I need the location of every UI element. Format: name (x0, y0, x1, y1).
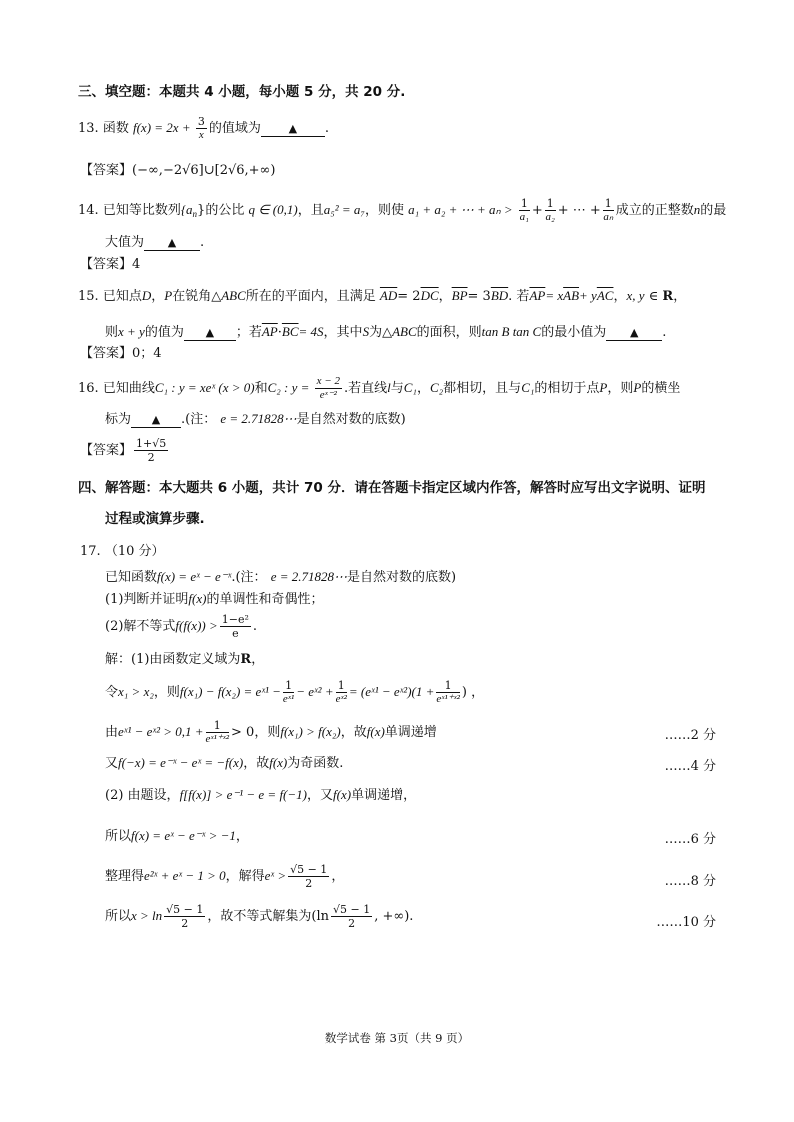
q13-answer (80, 163, 275, 179)
q16-curve-1: C₁ : y = xeˣ (x > 0) (154, 380, 255, 395)
q15-answer-blank-1: ▲ (184, 326, 236, 341)
q14-sum: a₁ + a₂ + ⋯ + aₙ > (408, 202, 513, 217)
section-4-heading: 四、解答题：本大题共 6 小题，共计 70 分．请在答题卡指定区域内作答，解答时应写出文字说明、证明 (78, 480, 706, 496)
q16-line-2: 标为 ▲ .(注： e = 2.71828⋯是自然对数的底数) (105, 411, 406, 427)
q13-answer-blank: ▲ (261, 122, 325, 137)
q17-score-6: ……6 分 (664, 832, 716, 847)
q13-text-b: 的值域为 (208, 121, 261, 136)
q17-solution-line-3: 由eˣ¹ − eˣ² > 0,1 + $\frac{1}{\text{eˣ¹⁺ˣ²}}$ > 0，则f(x₁) > f(x₂)，故f(x)单调递增 (105, 719, 437, 745)
q17-points: （10 分） (104, 544, 165, 559)
q14-term-condition: a₅² = a₇ (323, 202, 365, 217)
q17-solution-line-8: 所以x > ln $\frac{√5 - 1}{2}$ ，故不等式解集为(ln $\frac{√5 - 1}{2}$ , +∞). (105, 903, 414, 930)
question-14: 14. 已知等比数列$\{a_n\}$的公比 q ∈ (0,1)，且a₅² = a₇，则使 a₁ + a₂ + ⋯ + aₙ > $\frac{1}{\text{a₁}}$ + $\frac{1}{\text{a₂}}$ + ⋯ + $\frac{1}{\text{aₙ}}$ 成立的正整数n的最 (78, 197, 727, 223)
q17-given: 已知函数f(x) = eˣ − e⁻ˣ.(注： e = 2.71828⋯是自然对数的底数) (105, 569, 457, 585)
q17-part-2: (2)解不等式f(f(x)) > $\frac{\text{1−e²}}{e}$ . (105, 613, 258, 640)
q17-score-4: ……4 分 (664, 759, 716, 774)
q15-answer: 【答案】0；4 (80, 346, 162, 361)
q16-number: 16. (78, 381, 99, 396)
q17-number: 17. (80, 544, 101, 559)
q17-solution-line-7: 整理得e²ˣ + eˣ − 1 > 0，解得eˣ > $\frac{√5 - 1}{2}$ ， (105, 863, 345, 890)
q17-part-1: (1)判断并证明f(x)的单调性和奇偶性； (105, 591, 324, 607)
q13-text: 函数 (102, 121, 129, 136)
q13-answer-value: (−∞,−2√6]∪[2√6,+∞) (132, 163, 276, 178)
section-4-heading-line-2: 过程或演算步骤. (105, 511, 205, 527)
answer-label: 【答案】 (80, 163, 133, 178)
q17-score-2: ……2 分 (664, 728, 716, 743)
q15-line-2: 则x + y的值为 ▲ ；若$\overline{AP}\cdot\overline{BC}= 4S$，其中S为△ABC的面积，则tan B tan C的最小值为 ▲ . (105, 324, 667, 340)
question-15: 15. 已知点D，P在锐角△ABC所在的平面内，且满足 $\overline{AD}= 2\overline{DC}$，$\overline{BP}= 3\overline{BD}$. 若$\overline{AP}= x\overline{AB}+ y\overline{AC}$，x, y ∈ R， (78, 288, 687, 304)
question-13: 13. 函数 f(x) = 2x + $\frac{3}{x}$ 的值域为 ▲ . (78, 115, 329, 141)
q14-answer-value: 4 (132, 257, 141, 272)
q17-score-8: ……8 分 (664, 874, 716, 889)
q15-number: 15. (78, 289, 99, 304)
q14-answer: 【答案】4 (80, 257, 141, 272)
q16-answer: 【答案】 $\frac{1+√5}{2}$ (80, 437, 167, 464)
q13-fraction: $\frac{3}{x}$ (197, 115, 205, 141)
q13-number: 13. (78, 121, 99, 136)
q17-solution-line-2: 令x₁ > x₂，则f(x₁) − f(x₂) = eˣ¹ − $\frac{1}{\text{eˣ¹}}$ − eˣ² + $\frac{1}{\text{eˣ²}}$ = (eˣ¹ − eˣ²)(1 + $\frac{1}{\text{eˣ¹⁺ˣ²}}$ ) ， (105, 679, 485, 705)
q17-solution-start: 解：(1)由函数定义域为R， (105, 652, 265, 667)
q17-solution-line-4: 又f(−x) = e⁻ˣ − eˣ = −f(x)，故f(x)为奇函数. (105, 755, 344, 771)
q14-answer-blank: ▲ (144, 236, 200, 251)
q16-answer-blank: ▲ (131, 413, 181, 428)
q16-answer-value: $\frac{1+√5}{2}$ (136, 437, 167, 464)
q17-score-10: ……10 分 (656, 915, 716, 930)
q14-line-2: 大值为 ▲ . (105, 235, 205, 250)
section-3-heading: 三、填空题：本题共 4 小题，每小题 5 分，共 20 分. (78, 84, 406, 100)
question-16: 16. 已知曲线C₁ : y = xeˣ (x > 0)和C₂ : y = $\frac{x - 2}{\text{eˣ⁻²}}$ .若直线l与C₁，C₂都相切，且与C₁的相切于点P，则P的横坐 (78, 375, 681, 401)
q13-function: f(x) = 2x + (132, 120, 194, 135)
page-footer: 数学试卷 第 3页（共 9 页） (324, 1031, 470, 1045)
q14-number: 14. (78, 203, 99, 218)
q15-answer-value: 0；4 (132, 346, 162, 361)
q16-curve-2: C₂ : y = (267, 380, 313, 395)
question-17-header (80, 544, 165, 560)
q14-ratio-condition: q ∈ (0,1) (248, 202, 298, 217)
q17-solution-line-5: (2) 由题设，f[f(x)] > e⁻¹ − e = f(−1)，又f(x)单调递增， (105, 787, 417, 803)
q15-answer-blank-2: ▲ (606, 326, 662, 341)
q17-solution-line-6: 所以f(x) = eˣ − e⁻ˣ > −1， (105, 828, 249, 844)
